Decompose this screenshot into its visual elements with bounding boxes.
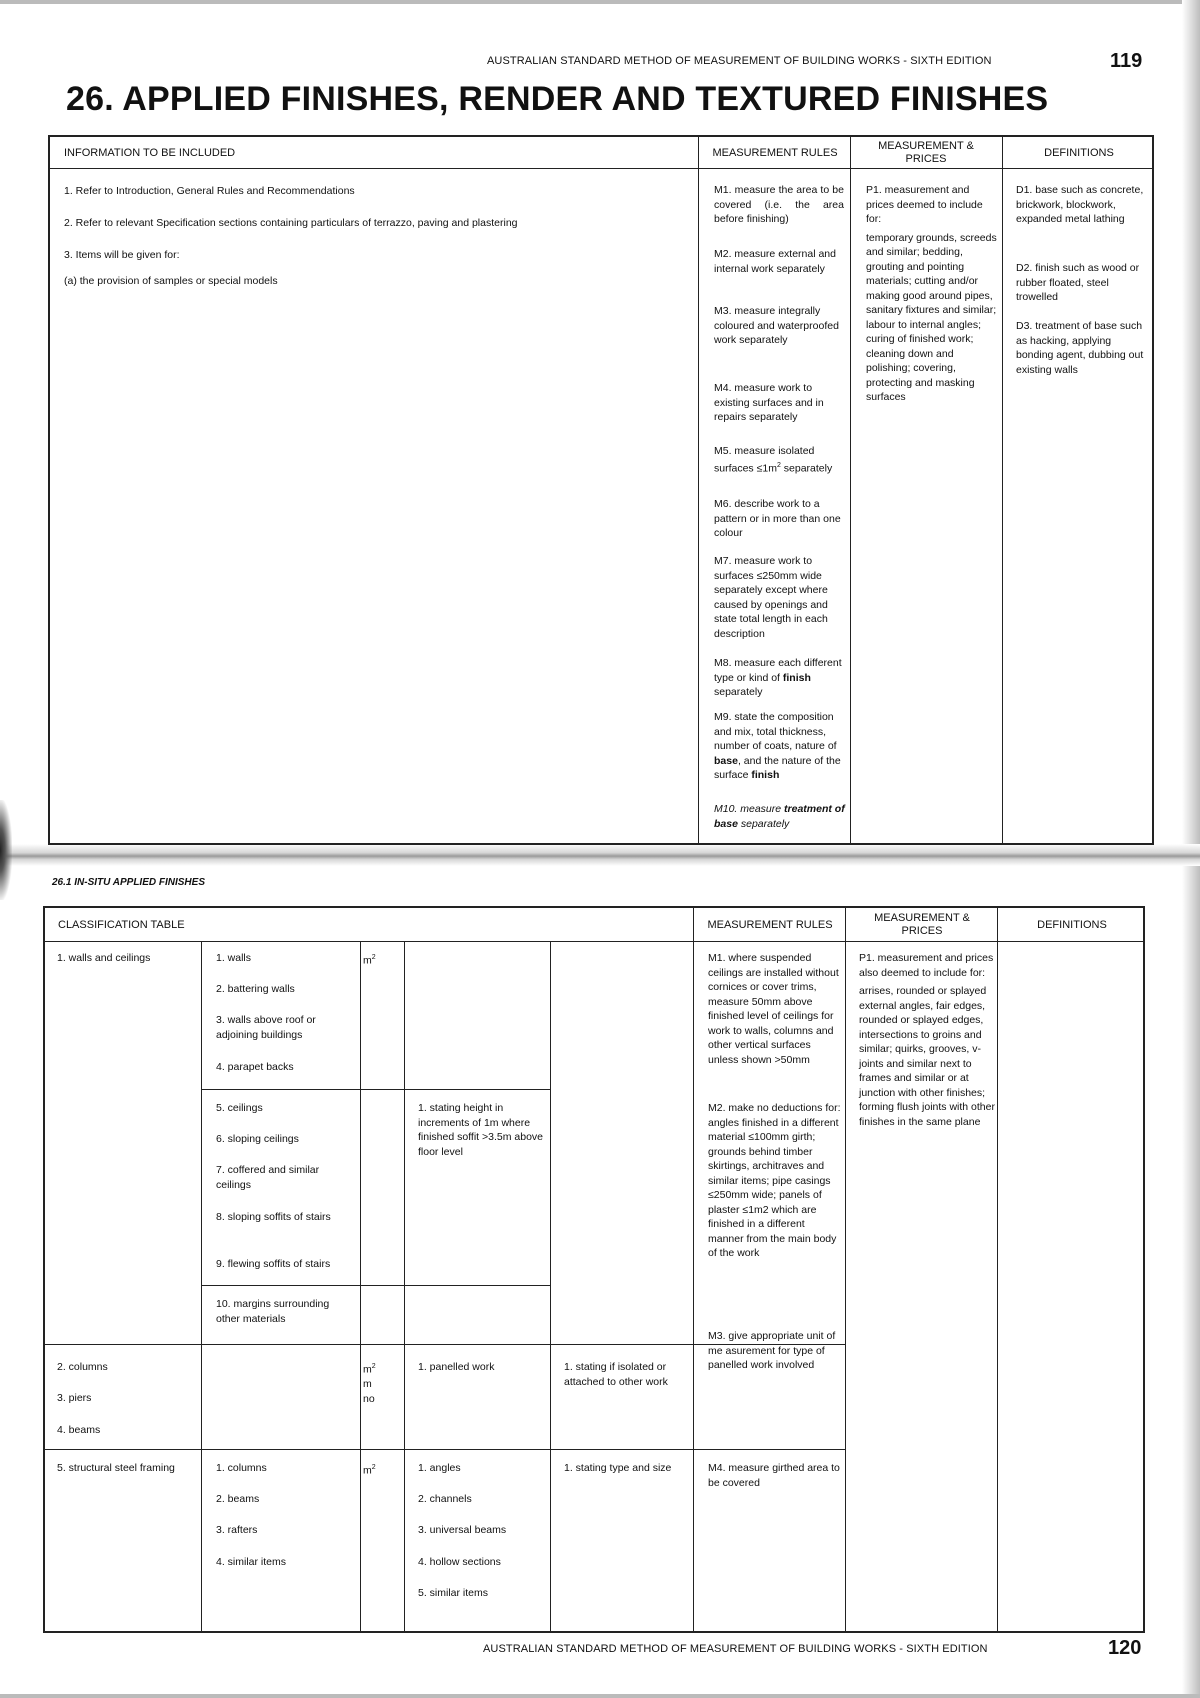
scan-top-edge xyxy=(0,0,1200,4)
header-measurement-prices-2: MEASUREMENT & PRICES xyxy=(874,911,970,937)
top-table-divider-1 xyxy=(698,135,699,845)
feature-similar-items: 5. similar items xyxy=(418,1587,489,1599)
class-columns: 2. columns xyxy=(57,1361,108,1373)
header-measurement-rules: MEASUREMENT RULES xyxy=(712,146,838,159)
rule-m5: M5. measure isolated surfaces $\le 1m^2$ separately xyxy=(714,445,833,474)
subsection-title: 26.1 IN-SITU APPLIED FINISHES xyxy=(52,877,205,888)
rule-m3: M3. measure integrally coloured and waterproofed work separately xyxy=(714,305,839,346)
class-divider-5 xyxy=(693,906,694,1633)
binding-fold-shadow xyxy=(0,800,12,900)
feature-angles: 1. angles xyxy=(418,1462,461,1474)
class-rule-m4: M4. measure girthed area to be covered xyxy=(708,1462,840,1489)
row-rule-steel xyxy=(43,1449,845,1450)
class-divider-1 xyxy=(201,941,202,1633)
sub-walls-above-roof: 3. walls above roof or adjoining buildings xyxy=(216,1014,316,1041)
page-number-bottom: 120 xyxy=(1108,1637,1142,1659)
class-divider-6 xyxy=(845,906,846,1633)
rule-m6: M6. describe work to a pattern or in more than one colour xyxy=(714,498,841,539)
sub-sloping-ceilings: 6. sloping ceilings xyxy=(216,1133,299,1145)
feature-channels: 2. channels xyxy=(418,1493,472,1505)
header-definitions: DEFINITIONS xyxy=(1044,146,1114,159)
rule-m2: M2. measure external and internal work separately xyxy=(714,248,836,275)
info-item-2: 2. Refer to relevant Specification sections containing particulars of terrazzo, paving and plastering xyxy=(64,217,518,229)
class-divider-3 xyxy=(404,941,405,1633)
feature-panelled-work: 1. panelled work xyxy=(418,1361,495,1373)
class-rule-m1: M1. where suspended ceilings are installed without cornices or cover trims, measure 50mm above finished level of ceilings for work to walls, columns and other vertical surfaces unless shown >50mm xyxy=(708,952,839,1066)
rule-m10: M10. measure treatment of base separately xyxy=(714,803,845,830)
class-piers: 3. piers xyxy=(57,1392,92,1404)
feature-universal-beams: 3. universal beams xyxy=(418,1524,507,1536)
unit-walls-ceilings: $m^2$ xyxy=(363,954,376,967)
top-table-divider-3 xyxy=(1002,135,1003,845)
header-definitions-2: DEFINITIONS xyxy=(1037,918,1107,931)
rule-m9: M9. state the composition and mix, total thickness, number of coats, nature of base, and the nature of the surface finish xyxy=(714,711,841,781)
sub-battering-walls: 2. battering walls xyxy=(216,983,295,995)
class-divider-7 xyxy=(997,906,998,1633)
definition-d1: D1. base such as concrete, brickwork, blockwork, expanded metal lathing xyxy=(1016,184,1144,225)
sub-flewing-soffits: 9. flewing soffits of stairs xyxy=(216,1258,331,1270)
header-classification: CLASSIFICATION TABLE xyxy=(58,918,185,931)
class-beams: 4. beams xyxy=(57,1424,101,1436)
page-number-top: 119 xyxy=(1110,50,1143,72)
sub-parapet-backs: 4. parapet backs xyxy=(216,1061,294,1073)
row-rule-margins xyxy=(201,1285,404,1286)
definition-d2: D2. finish such as wood or rubber floated, steel trowelled xyxy=(1016,262,1140,303)
header-measurement-prices: MEASUREMENT & PRICES xyxy=(878,139,974,165)
sub-ceilings: 5. ceilings xyxy=(216,1102,263,1114)
row-rule-height-bottom xyxy=(404,1285,550,1286)
section-title: 26. APPLIED FINISHES, RENDER AND TEXTURED FINISHES xyxy=(66,80,1049,118)
header-measurement-rules-2: MEASUREMENT RULES xyxy=(707,918,833,931)
unit-columns: $m^2$ m no xyxy=(363,1363,376,1405)
class-price-p1: P1. measurement and prices also deemed to include for: arrises, rounded or splayed external angles, fair edges, rounded or splayed edges, intersections to groins and similar; quirks, grooves, v-joints and similar next to frames and similar or at junction with other finishes; forming flush joints with other finishes in the same plane xyxy=(859,952,995,1128)
definition-d3: D3. treatment of base such as hacking, applying bonding agent, dubbing out existing walls xyxy=(1016,320,1144,376)
info-item-3a: (a) the provision of samples or special models xyxy=(64,275,278,287)
rule-m4: M4. measure work to existing surfaces and in repairs separately xyxy=(714,382,824,423)
sub-margins: 10. margins surrounding other materials xyxy=(216,1298,330,1325)
top-table-divider-2 xyxy=(850,135,851,845)
sub-walls: 1. walls xyxy=(216,952,252,964)
rule-m1: M1. measure the area to be covered (i.e. the area before finishing) xyxy=(714,184,844,225)
feature-stating-height: 1. stating height in increments of 1m where finished soffit >3.5m above floor level xyxy=(418,1102,544,1158)
class-divider-2 xyxy=(360,941,361,1633)
sub-coffered-ceilings: 7. coffered and similar ceilings xyxy=(216,1164,320,1191)
running-head-top: AUSTRALIAN STANDARD METHOD OF MEASUREMENT OF BUILDING WORKS - SIXTH EDITION xyxy=(487,55,992,67)
header-information: INFORMATION TO BE INCLUDED xyxy=(64,146,236,159)
running-head-bottom: AUSTRALIAN STANDARD METHOD OF MEASUREMENT OF BUILDING WORKS - SIXTH EDITION xyxy=(483,1643,988,1655)
classification-header-rule xyxy=(43,941,1145,942)
sub-steel-rafters: 3. rafters xyxy=(216,1524,258,1536)
class-structural-steel: 5. structural steel framing xyxy=(57,1462,175,1474)
binding-fold xyxy=(0,844,1200,866)
feature-stating-isolated: 1. stating if isolated or attached to other work xyxy=(564,1361,668,1388)
top-table-header-rule xyxy=(48,168,1154,169)
sub-steel-beams: 2. beams xyxy=(216,1493,260,1505)
class-walls-ceilings: 1. walls and ceilings xyxy=(57,952,151,964)
rule-m7: M7. measure work to surfaces ≤250mm wide separately except where caused by openings and state total length in each description xyxy=(714,555,828,640)
row-rule-walls-ceilings xyxy=(201,1089,404,1090)
sub-sloping-soffits: 8. sloping soffits of stairs xyxy=(216,1211,331,1223)
scan-bottom-edge xyxy=(0,1694,1200,1698)
rule-m8: M8. measure each different type or kind of finish separately xyxy=(714,657,842,698)
info-item-1: 1. Refer to Introduction, General Rules and Recommendations xyxy=(64,185,355,197)
feature-stating-type: 1. stating type and size xyxy=(564,1462,672,1474)
sub-steel-columns: 1. columns xyxy=(216,1462,267,1474)
price-p1: P1. measurement and prices deemed to include for: temporary grounds, screeds and similar; bedding, grouting and pointing materials; cutting and/or making good around pipes, sanitary fixtures and similar; labour to internal angles; curing of finished work; cleaning down and polishing; covering, protecting and masking surfaces xyxy=(866,184,997,403)
class-rule-m2: M2. make no deductions for: angles finished in a different material ≤100mm girth; grounds behind timber skirtings, architraves and similar items; pipe casings ≤250mm wide; panels of plaster ≤1m2 which are finished in a different manner from the main body of the work xyxy=(708,1102,841,1259)
class-divider-4 xyxy=(550,941,551,1633)
unit-structural-steel: $m^2$ xyxy=(363,1464,376,1477)
info-item-3: 3. Items will be given for: xyxy=(64,249,180,261)
feature-hollow-sections: 4. hollow sections xyxy=(418,1556,501,1568)
class-rule-m3: M3. give appropriate unit of me asurement for type of panelled work involved xyxy=(708,1330,836,1371)
sub-steel-similar: 4. similar items xyxy=(216,1556,287,1568)
row-rule-height-top xyxy=(404,1089,550,1090)
